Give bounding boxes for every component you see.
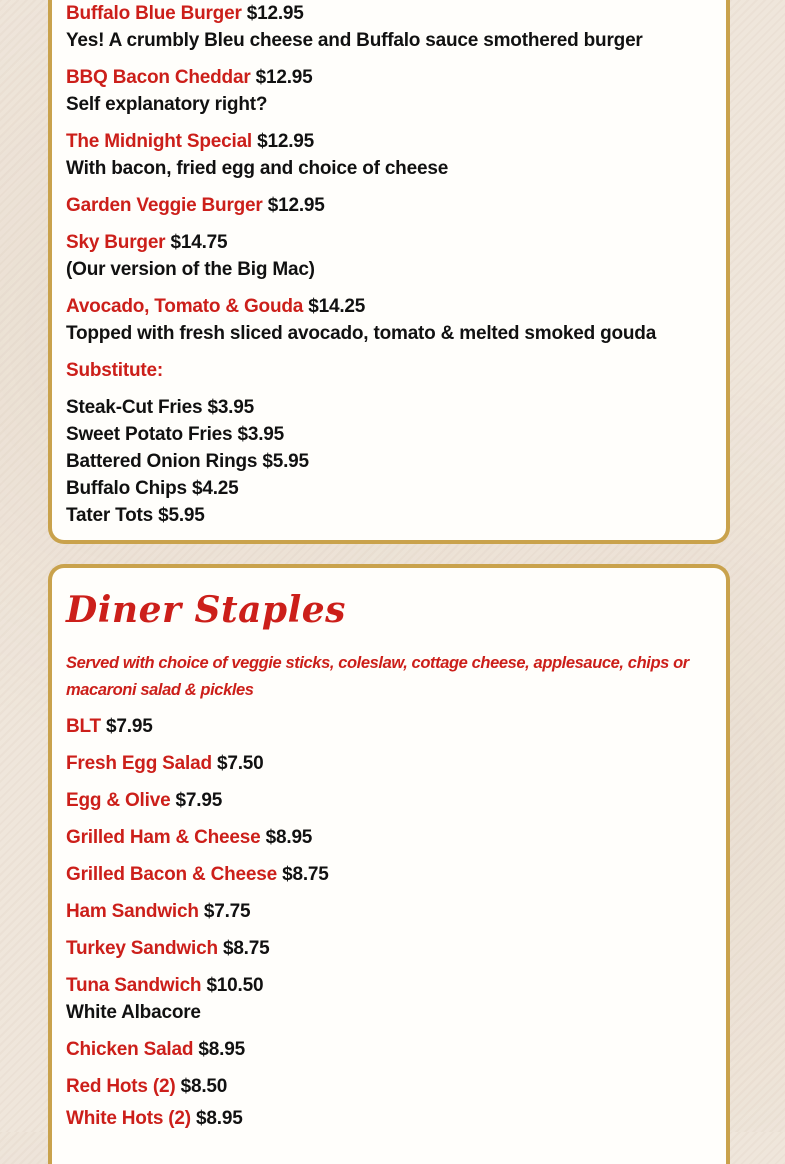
item-name: Garden Veggie Burger — [66, 195, 263, 216]
menu-item-avocado-tomato-gouda — [66, 293, 365, 320]
item-price: $8.95 — [198, 1039, 245, 1060]
item-name: Fresh Egg Salad — [66, 753, 212, 774]
menu-item-red-hots — [66, 1073, 227, 1100]
item-description: (Our version of the Big Mac) — [66, 259, 315, 280]
item-description: Self explanatory right? — [66, 94, 268, 115]
item-description: Topped with fresh sliced avocado, tomato & melted smoked gouda — [66, 323, 657, 344]
menu-item-egg-olive — [66, 787, 222, 814]
item-name: White Hots (2) — [66, 1108, 191, 1129]
menu-item-sky-burger — [66, 229, 227, 256]
item-price: $8.95 — [265, 827, 313, 848]
item-name: Grilled Bacon & Cheese — [66, 864, 278, 885]
menu-item-grilled-bacon-cheese — [66, 861, 329, 888]
item-price: $12.95 — [255, 67, 313, 88]
item-description: White Albacore — [66, 1002, 201, 1023]
item-price: $12.95 — [246, 3, 304, 24]
item-name: Chicken Salad — [66, 1039, 194, 1060]
menu-item-garden-veggie-burger — [66, 192, 325, 219]
item-price: $14.75 — [170, 232, 228, 253]
menu-item-blt — [66, 713, 153, 740]
item-name: Red Hots (2) — [66, 1076, 176, 1097]
menu-item-grilled-ham-cheese — [66, 824, 312, 851]
menu-item-fresh-egg-salad — [66, 750, 264, 777]
menu-item-buffalo-blue-burger — [66, 0, 304, 27]
item-name: Egg & Olive — [66, 790, 171, 811]
substitute-heading: Substitute: — [66, 360, 164, 381]
item-description: Yes! A crumbly Bleu cheese and Buffalo sauce smothered burger — [66, 30, 643, 51]
menu-item-white-hots — [66, 1105, 243, 1132]
item-name: BLT — [66, 716, 101, 737]
substitute-item: Sweet Potato Fries $3.95 — [66, 424, 285, 445]
substitute-item: Buffalo Chips $4.25 — [66, 478, 239, 499]
item-price: $14.25 — [308, 296, 366, 317]
menu-item-chicken-salad — [66, 1036, 245, 1063]
item-name: Ham Sandwich — [66, 901, 199, 922]
item-name: BBQ Bacon Cheddar — [66, 67, 251, 88]
substitute-item: Tater Tots $5.95 — [66, 505, 205, 526]
menu-item-turkey-sandwich — [66, 935, 270, 962]
item-description: With bacon, fried egg and choice of cheese — [66, 158, 449, 179]
item-name: Buffalo Blue Burger — [66, 3, 242, 24]
item-price: $7.95 — [175, 790, 223, 811]
item-price: $8.50 — [180, 1076, 228, 1097]
item-name: Grilled Ham & Cheese — [66, 827, 261, 848]
item-name: Turkey Sandwich — [66, 938, 218, 959]
item-price: $10.50 — [206, 975, 264, 996]
menu-item-bbq-bacon-cheddar — [66, 64, 313, 91]
item-price: $12.95 — [267, 195, 325, 216]
section-intro: Served with choice of veggie sticks, coleslaw, cottage cheese, applesauce, chips or macaroni salad & pickles — [66, 654, 689, 699]
item-price: $8.75 — [282, 864, 329, 885]
item-name: The Midnight Special — [66, 131, 253, 152]
menu-item-ham-sandwich — [66, 898, 250, 925]
section-title: Diner Staples — [66, 589, 346, 631]
item-name: Avocado, Tomato & Gouda — [66, 296, 304, 317]
menu-item-midnight-special — [66, 128, 314, 155]
item-price: $7.50 — [216, 753, 264, 774]
item-price: $7.95 — [106, 716, 153, 737]
item-name: Sky Burger — [66, 232, 166, 253]
item-price: $8.75 — [222, 938, 270, 959]
item-price: $12.95 — [257, 131, 315, 152]
substitute-item: Battered Onion Rings $5.95 — [66, 451, 309, 472]
item-price: $8.95 — [196, 1108, 243, 1129]
item-price: $7.75 — [203, 901, 251, 922]
item-name: Tuna Sandwich — [66, 975, 202, 996]
menu-item-tuna-sandwich — [66, 972, 263, 999]
substitute-item: Steak-Cut Fries $3.95 — [66, 397, 254, 418]
